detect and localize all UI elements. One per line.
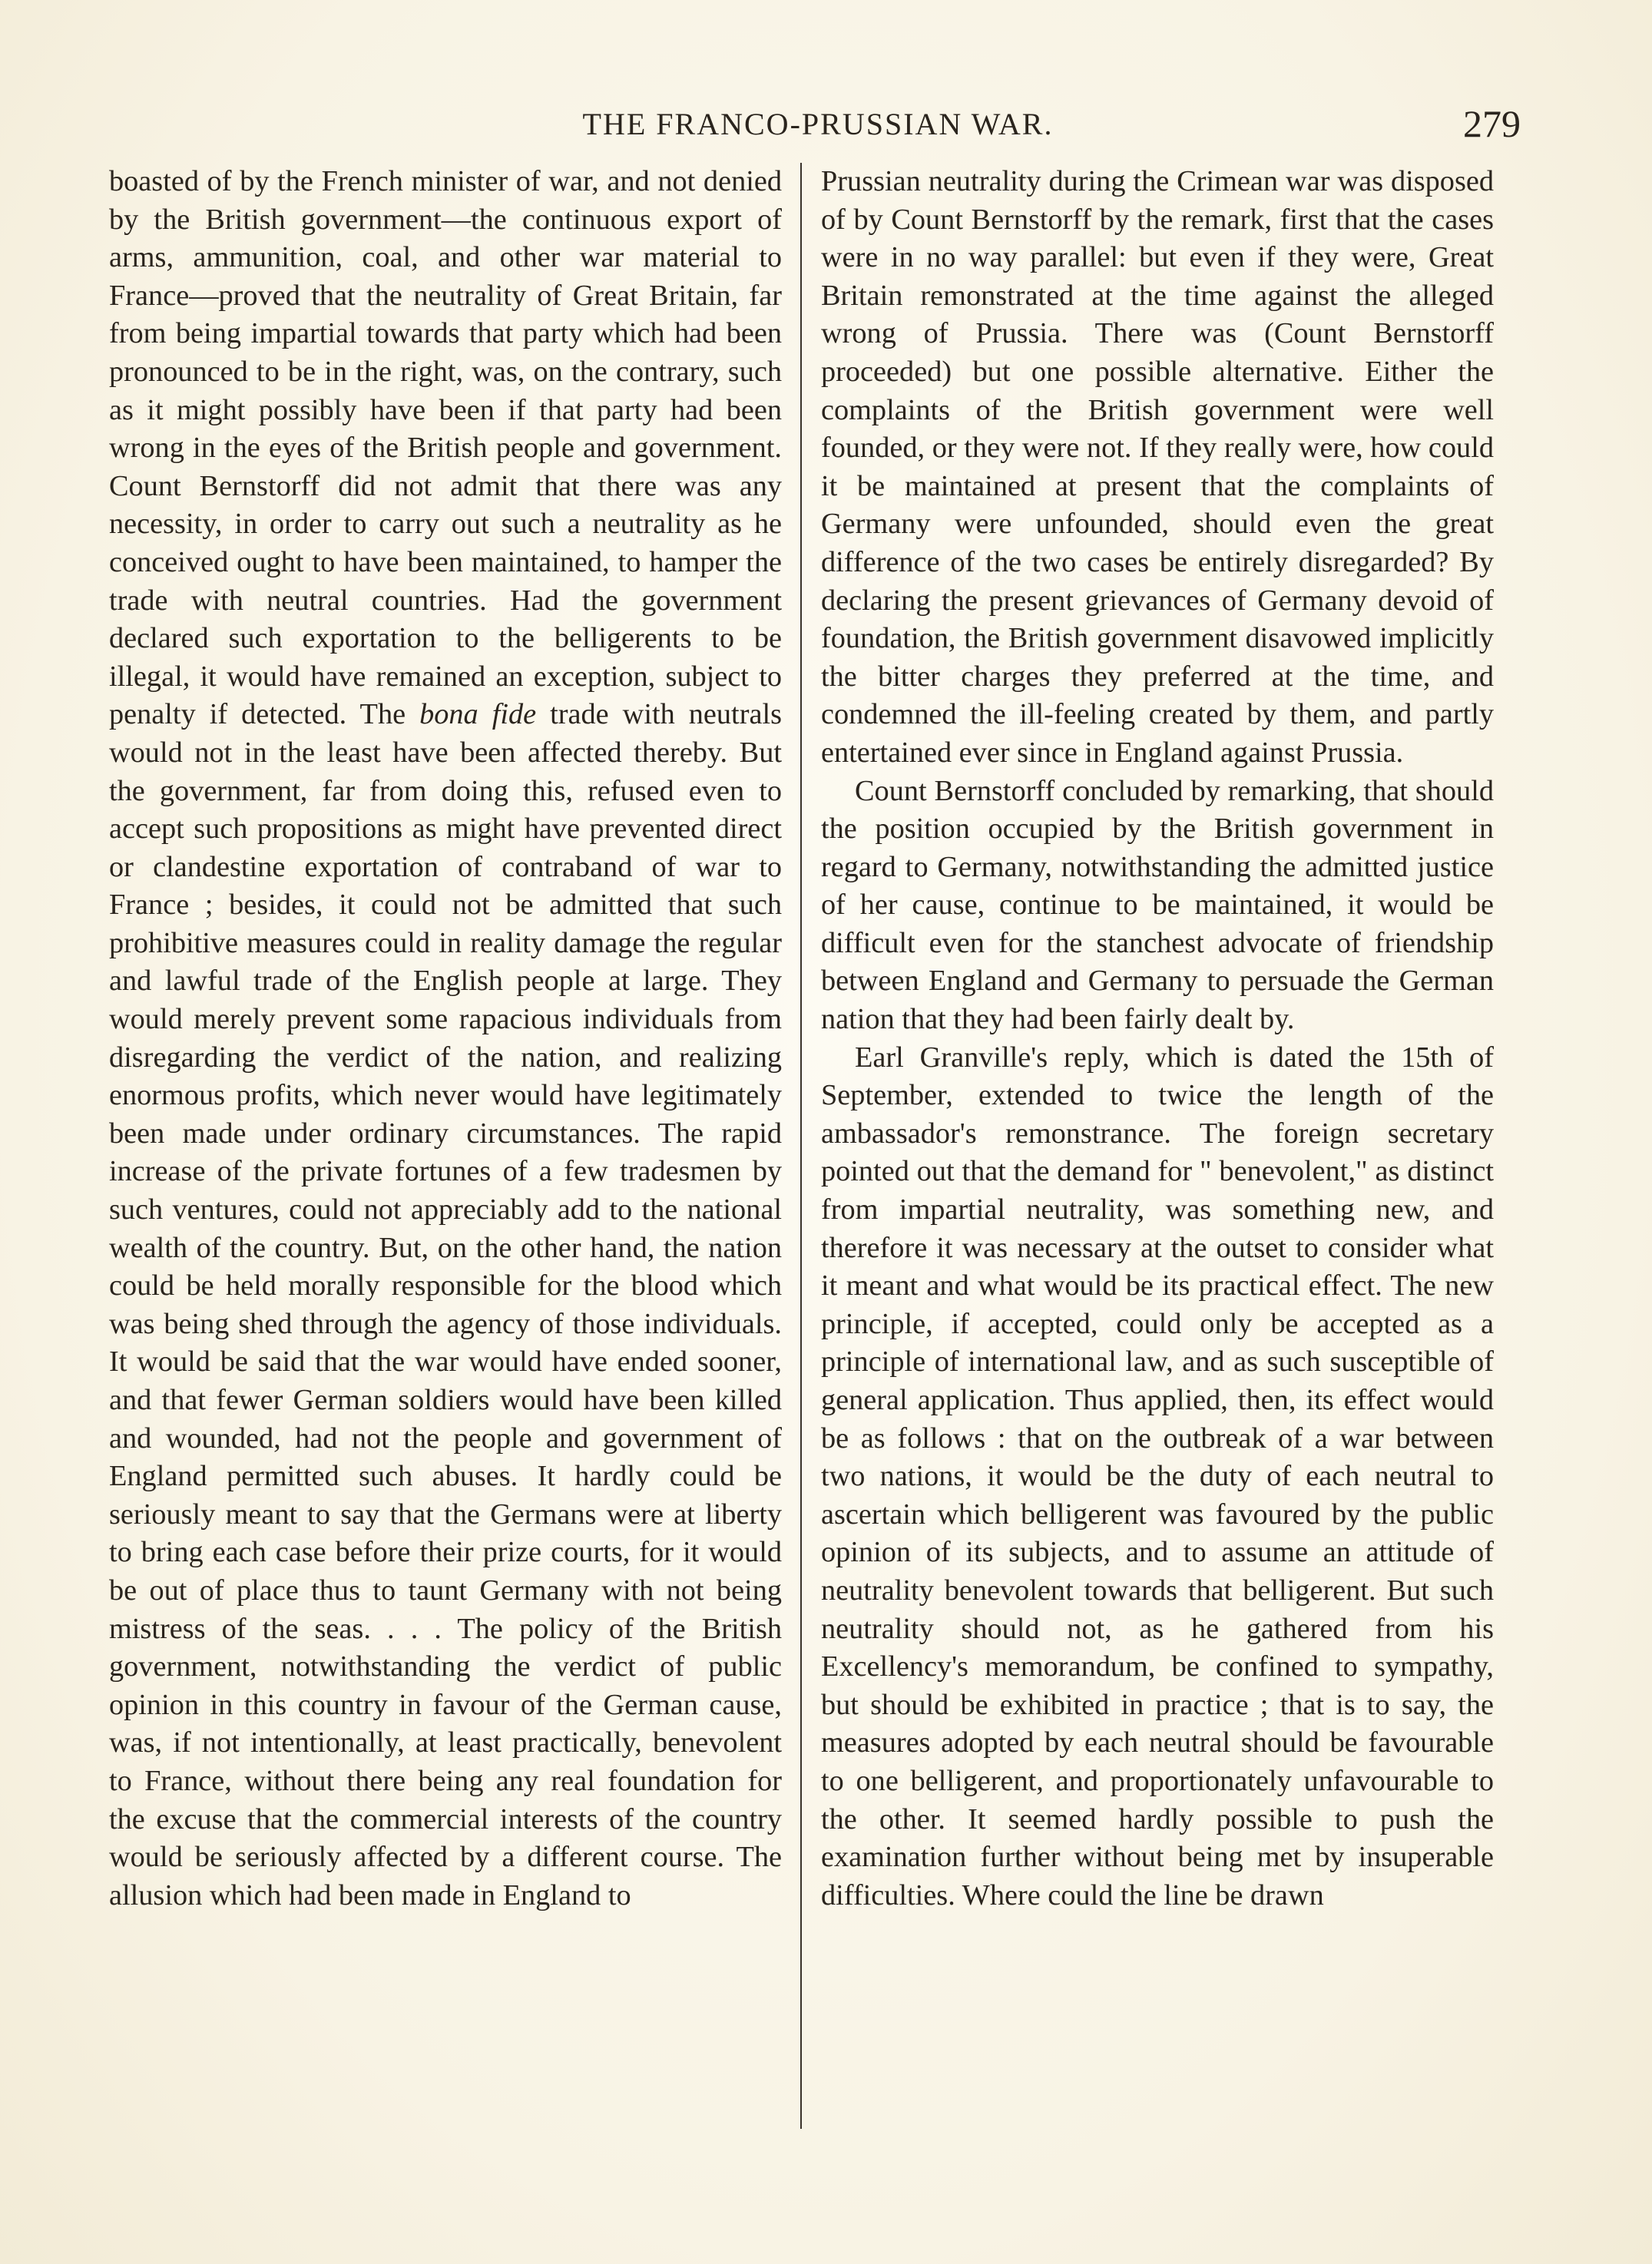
text-run: boasted of by the French minister of war, and not denied by the British government—the continuous export of arms, ammunition, coal, and other war material to France—proved that the neutrality of Great Britain, far from being impartial towards that party which had been pronounced to be in the right, was, on the contrary, such as it might possibly have been if that party had been wrong in the eyes of the British people and government. Count Bernstorff did not admit that there was any necessity, in order to carry out such a neutrality as he conceived ought to have been maintained, to hamper the trade with neutral countries. Had the government declared such exportation to the belligerents to be illegal, it would have remained an exception, subject to penalty if detected. The [109, 165, 782, 731]
text-run: trade with neutrals would not in the least have been affected thereby. But the government, far from doing this, refused even to accept such propositions as might have prevented direct or clandestine exportation of contraband of war to France ; besides, it could not be admitted that such prohibitive measures could in reality damage the regular and lawful trade of the English people at large. They would merely prevent some rapacious individuals from disregarding the verdict of the nation, and realizing enormous profits, which never would have legitimately been made under ordinary circumstances. The rapid increase of the private fortunes of a few tradesmen by such ventures, could not appreciably add to the national wealth of the country. But, on the other hand, the nation could be held morally responsible for the blood which was being shed through the agency of those individuals. It would be said that the war would have ended sooner, and that fewer German soldiers would have been killed and wounded, had not the people and government of England permitted such abuses. It hardly could be seriously meant to say that the Germans were at liberty to bring each case before their prize courts, for it would be out of place thus to taunt Germany with not being mistress of the seas. . . . The policy of the British government, notwithstanding the verdict of public opinion in this country in favour of the German cause, was, if not intentionally, at least practically, benevolent to France, without there being any real foundation for the excuse that the commercial interests of the country would be seriously affected by a different course. The allusion which had been made in England to [109, 698, 782, 1911]
paragraph: Prussian neutrality during the Crimean war was disposed of by Count Bernstorff by the remark, first that the cases were in no way parallel: but even if they were, Great Britain remonstrated at the time against the alleged wrong of Prussia. There was (Count Bernstorff proceeded) but one possible alternative. Either the complaints of the British government were well founded, or they were not. If they really were, how could it be maintained at present that the complaints of Germany were unfounded, should even the great difference of the two cases be entirely disregarded? By declaring the present grievances of Germany devoid of foundation, the British government disavowed implicitly the bitter charges they preferred at the time, and condemned the ill-feeling created by them, and partly entertained ever since in England against Prussia. [821, 165, 1494, 769]
running-title: THE FRANCO-PRUSSIAN WAR. [582, 107, 1054, 141]
italic-phrase: bona fide [419, 698, 537, 731]
left-column [109, 163, 782, 2129]
paragraph: Count Bernstorff concluded by remarking, that should the position occupied by the British government in regard to Germany, notwithstanding the admitted justice of her cause, continue to be maintained, it would be difficult even for the stanchest advocate of friendship between England and Germany to persuade the German nation that they had been fairly dealt by. [821, 774, 1494, 1036]
running-head [115, 102, 1521, 152]
paragraph: Earl Granville's reply, which is dated the 15th of September, extended to twice the length of the ambassador's remonstrance. The foreign secretary pointed out that the demand for " benevolent," as distinct from impartial neutrality, was something new, and therefore it was necessary at the outset to consider what it meant and what would be its practical effect. The new principle, if accepted, could only be accepted as a principle of international law, and as such susceptible of general application. Thus applied, then, its effect would be as follows : that on the outbreak of a war between two nations, it would be the duty of each neutral to ascertain which belligerent was favoured by the public opinion of its subjects, and to assume an attitude of neutrality benevolent towards that belligerent. But such neutrality should not, as he gathered from his Excellency's memorandum, be confined to sympathy, but should be exhibited in practice ; that is to say, the measures adopted by each neutral should be favourable to one belligerent, and proportionately unfavourable to the other. It seemed hardly possible to push the examination further without being met by insuperable difficulties. Where could the line be drawn [821, 1041, 1494, 1911]
paragraph [109, 163, 782, 1915]
column-divider [800, 163, 802, 2129]
page-number: 279 [1463, 102, 1521, 145]
right-column [821, 163, 1494, 2129]
